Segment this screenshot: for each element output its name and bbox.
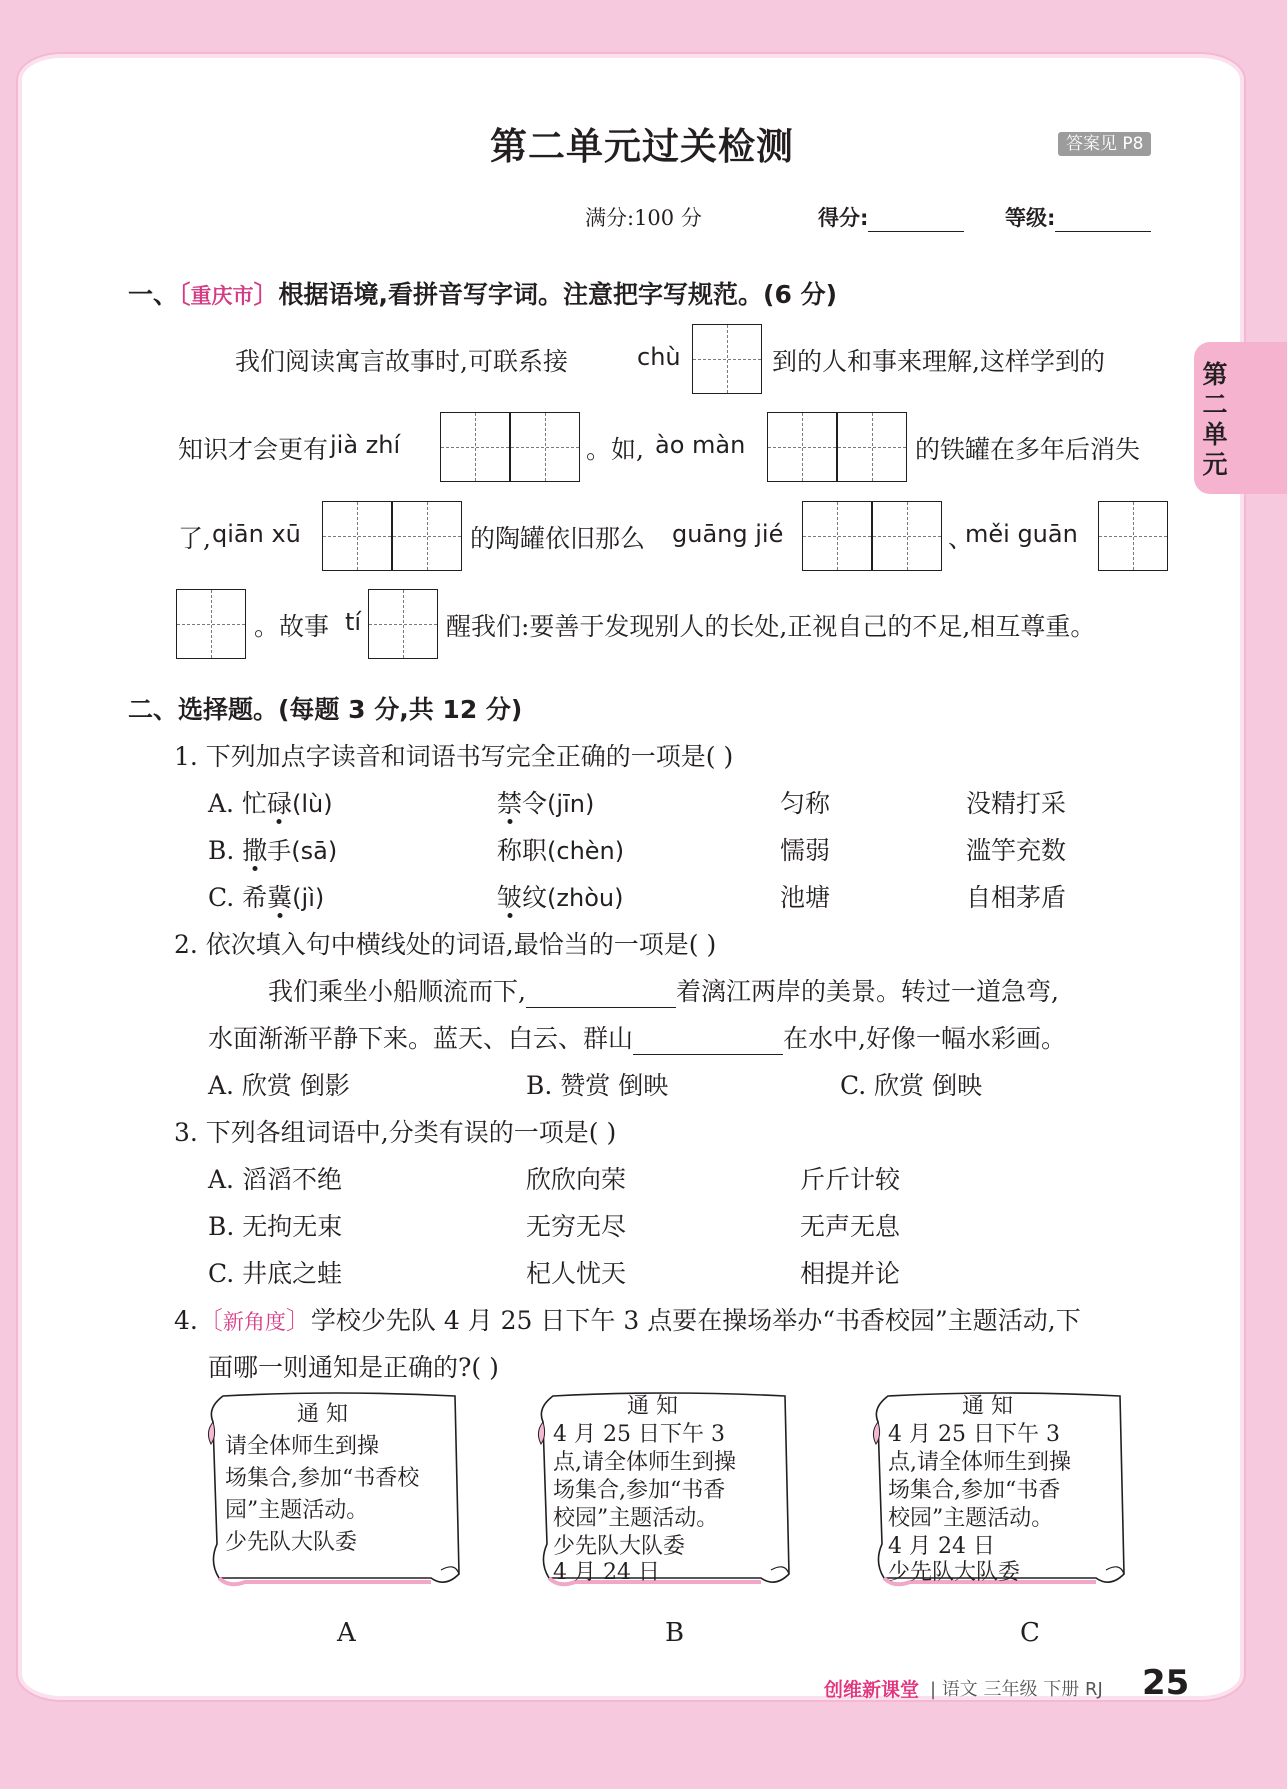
footer-brand: 创维新课堂 — [824, 1679, 920, 1701]
q3-stem: 3. 下列各组词语中,分类有误的一项是( ) — [174, 1118, 617, 1147]
notice-b-date: 4 月 24 日 — [553, 1560, 660, 1585]
q1-c-word2: 皱纹(zhòu) — [497, 883, 624, 912]
s1-line4-text1: 。故事 — [254, 612, 330, 641]
q3-c-word2: 杞人忧天 — [526, 1259, 627, 1288]
section1-region-tag: 重庆市 — [190, 284, 254, 308]
notice-scroll-b[interactable] — [535, 1392, 795, 1592]
q1-b-word2: 称职(chèn) — [497, 836, 625, 865]
q3-option-b[interactable]: B. 无拘无束 — [208, 1212, 343, 1241]
notice-c-line: 场集合,参加“书香 — [888, 1478, 1061, 1503]
writing-box[interactable] — [767, 412, 837, 482]
q1-option-a[interactable]: A. 忙碌(lù) — [208, 789, 333, 818]
notice-c-title: 通 知 — [962, 1394, 1013, 1419]
q2-blank2[interactable] — [633, 1030, 783, 1055]
notice-b-line: 点,请全体师生到操 — [553, 1450, 736, 1475]
s1-line1-text2: 到的人和事来理解,这样学到的 — [772, 347, 1105, 376]
s1-line3-pinyin2: guāng jié — [672, 520, 784, 548]
grade-blank[interactable] — [1055, 209, 1151, 232]
q3-option-c[interactable]: C. 井底之蛙 — [208, 1259, 343, 1288]
writing-box[interactable] — [1098, 501, 1168, 571]
notice-c-line: 校园”主题活动。 — [888, 1506, 1054, 1531]
q1-option-b[interactable]: B. 撒手(sā) — [208, 836, 338, 865]
q4-stem-line1: 4.〔新角度〕学校少先队 4 月 25 日下午 3 点要在操场举办“书香校园”主题活动,下 — [174, 1306, 1081, 1335]
q3-a-word3: 斤斤计较 — [800, 1165, 901, 1194]
q3-b-word2: 无穷无尽 — [526, 1212, 627, 1241]
s1-line2-text2: 。如, — [586, 435, 644, 464]
score-blank[interactable] — [868, 209, 964, 232]
writing-box[interactable] — [176, 589, 246, 659]
notice-b-line: 校园”主题活动。 — [553, 1506, 719, 1531]
notice-scroll-c[interactable] — [870, 1392, 1130, 1592]
notice-b-label: B — [665, 1618, 685, 1648]
q1-c-word4: 自相茅盾 — [966, 883, 1067, 912]
q2-passage-line2: 水面渐渐平静下来。蓝天、白云、群山 在水中,好像一幅水彩画。 — [208, 1024, 1066, 1053]
s1-line2-text3: 的铁罐在多年后消失 — [915, 435, 1141, 464]
s1-line3-pinyin1: qiān xū — [212, 520, 301, 548]
section1-heading: 一、〔重庆市〕根据语境,看拼音写字词。注意把字写规范。(6 分) — [128, 280, 837, 309]
s1-line2-pinyin1: jià zhí — [330, 431, 401, 459]
q3-option-a[interactable]: A. 滔滔不绝 — [208, 1165, 342, 1194]
notice-b-line: 4 月 25 日下午 3 — [553, 1422, 725, 1447]
page-title: 第二单元过关检测 — [490, 125, 794, 168]
q4-new-angle-tag: 新角度 — [222, 1310, 286, 1334]
writing-box[interactable] — [692, 324, 762, 394]
writing-box[interactable] — [322, 501, 392, 571]
s1-line3-text1: 了, — [178, 524, 211, 553]
q1-b-word4: 滥竽充数 — [966, 836, 1067, 865]
writing-box[interactable] — [802, 501, 872, 571]
s1-line4-pinyin1: tí — [345, 608, 362, 636]
unit-side-tab-label: 第二单元 — [1202, 360, 1228, 479]
notice-c-signature: 少先队大队委 — [888, 1560, 1021, 1585]
full-score-label: 满分:100 分 — [585, 206, 702, 230]
notice-b-line: 场集合,参加“书香 — [553, 1478, 726, 1503]
notice-b-title: 通 知 — [627, 1394, 678, 1419]
q1-a-word3: 匀称 — [780, 789, 831, 818]
score-field — [818, 202, 964, 232]
q2-option-c[interactable]: C. 欣赏 倒映 — [840, 1071, 983, 1100]
notice-scroll-a[interactable] — [205, 1392, 465, 1592]
notice-a-line: 园”主题活动。 — [225, 1498, 369, 1523]
notice-b-signature: 少先队大队委 — [553, 1534, 686, 1559]
q1-a-word4: 没精打采 — [966, 789, 1067, 818]
notice-a-line: 请全体师生到操 — [225, 1434, 380, 1459]
s1-line2-pinyin2: ào màn — [655, 431, 746, 459]
s1-line2-text1: 知识才会更有 — [178, 435, 329, 464]
writing-box[interactable] — [440, 412, 510, 482]
q2-option-a[interactable]: A. 欣赏 倒影 — [208, 1071, 350, 1100]
answer-reference-badge: 答案见 P8 — [1058, 132, 1151, 156]
q2-blank1[interactable] — [526, 983, 676, 1008]
s1-line3-pinyin3: měi guān — [965, 520, 1078, 548]
s1-line3-text2: 的陶罐依旧那么 — [470, 524, 646, 553]
writing-box[interactable] — [837, 412, 907, 482]
notice-a-title: 通 知 — [297, 1402, 348, 1427]
s1-line1-text1: 我们阅读寓言故事时,可联系接 — [235, 347, 568, 376]
score-label: 得分: — [818, 206, 869, 230]
q4-stem-line2: 面哪一则通知是正确的?( ) — [208, 1353, 499, 1382]
s1-line1-pinyin1: chù — [637, 343, 681, 371]
q2-stem: 2. 依次填入句中横线处的词语,最恰当的一项是( ) — [174, 930, 717, 959]
q3-c-word3: 相提并论 — [800, 1259, 901, 1288]
footer-book-info: | 语文 三年级 下册 RJ — [930, 1679, 1103, 1700]
notice-c-line: 4 月 25 日下午 3 — [888, 1422, 1060, 1447]
q2-option-b[interactable]: B. 赞赏 倒映 — [526, 1071, 669, 1100]
notice-a-line: 场集合,参加“书香校 — [225, 1466, 420, 1491]
notice-a-signature: 少先队大队委 — [225, 1530, 358, 1555]
q1-stem: 1. 下列加点字读音和词语书写完全正确的一项是( ) — [174, 742, 734, 771]
grade-label: 等级: — [1005, 206, 1056, 230]
q2-passage-line1: 我们乘坐小船顺流而下, 着漓江两岸的美景。转过一道急弯, — [268, 977, 1059, 1006]
s1-line3-text3: 、 — [948, 524, 974, 553]
section2-heading: 二、选择题。(每题 3 分,共 12 分) — [128, 695, 523, 724]
notice-c-label: C — [1020, 1618, 1040, 1648]
writing-box[interactable] — [392, 501, 462, 571]
notice-a-label: A — [337, 1618, 356, 1648]
writing-box[interactable] — [872, 501, 942, 571]
notice-c-line: 点,请全体师生到操 — [888, 1450, 1071, 1475]
s1-line4-text2: 醒我们:要善于发现别人的长处,正视自己的不足,相互尊重。 — [446, 612, 1096, 641]
writing-box[interactable] — [510, 412, 580, 482]
q1-option-c[interactable]: C. 希冀(jì) — [208, 883, 325, 912]
q1-b-word3: 懦弱 — [780, 836, 831, 865]
q3-b-word3: 无声无息 — [800, 1212, 901, 1241]
q1-c-word3: 池塘 — [780, 883, 831, 912]
q1-a-word2: 禁令(jīn) — [497, 789, 595, 818]
page-number: 25 — [1142, 1663, 1190, 1703]
notice-c-date: 4 月 24 日 — [888, 1534, 995, 1559]
grade-field — [1005, 202, 1151, 232]
q3-a-word2: 欣欣向荣 — [526, 1165, 627, 1194]
writing-box[interactable] — [368, 589, 438, 659]
